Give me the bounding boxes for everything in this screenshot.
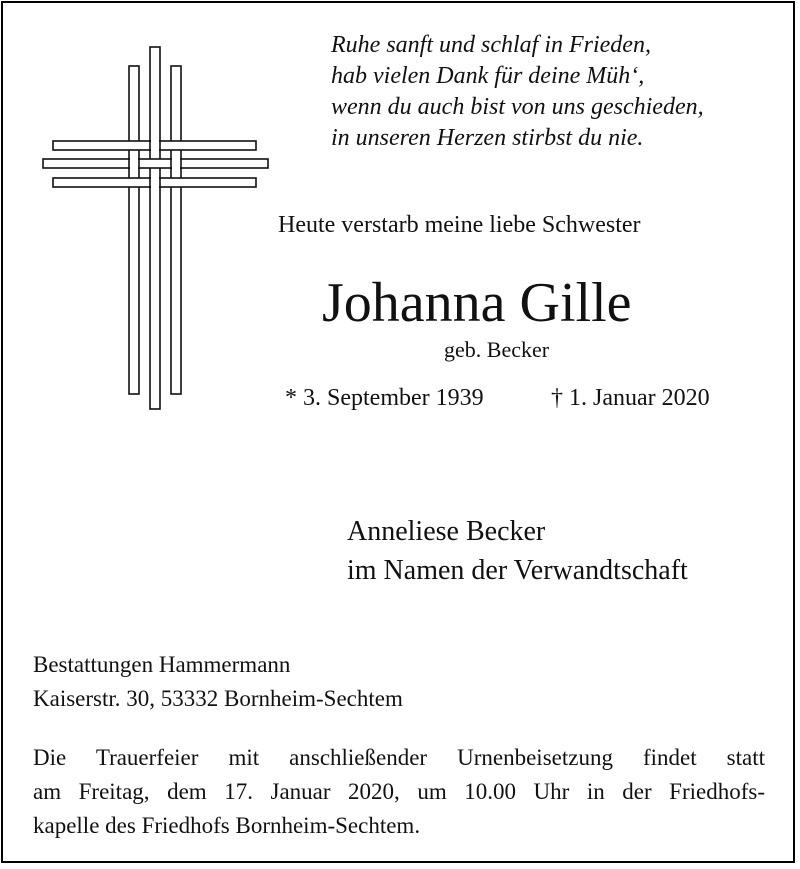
mourner-line: im Namen der Verwandtschaft <box>347 555 688 586</box>
service-line: Die Trauerfeier mit anschließender Urnenbeisetzung findet statt <box>33 745 765 770</box>
maiden-name: geb. Becker <box>444 337 550 362</box>
birth-date: * 3. September 1939 <box>285 385 484 411</box>
cross-icon <box>40 44 272 414</box>
undertaker-line: Bestattungen Hammermann <box>33 652 291 677</box>
poem <box>331 30 771 154</box>
undertaker-line: Kaiserstr. 30, 53332 Bornheim-Sechtem <box>33 686 403 711</box>
service-line: am Freitag, dem 17. Januar 2020, um 10.00 Uhr in der Friedhofs- <box>33 779 765 804</box>
poem-line: hab vielen Dank für deine Müh‘, <box>331 63 645 89</box>
poem-line: Ruhe sanft und schlaf in Frieden, <box>331 32 651 58</box>
service-line: kapelle des Friedhofs Bornheim-Sechtem. <box>33 813 421 838</box>
service-info <box>33 741 765 843</box>
mourners <box>347 512 688 590</box>
poem-line: in unseren Herzen stirbst du nie. <box>331 125 644 151</box>
poem-line: wenn du auch bist von uns geschieden, <box>331 94 704 120</box>
deceased-name: Johanna Gille <box>322 272 632 334</box>
mourner-line: Anneliese Becker <box>347 516 546 547</box>
death-date: † 1. Januar 2020 <box>551 385 710 411</box>
intro-text: Heute verstarb meine liebe Schwester <box>278 212 641 238</box>
undertaker <box>33 648 403 716</box>
